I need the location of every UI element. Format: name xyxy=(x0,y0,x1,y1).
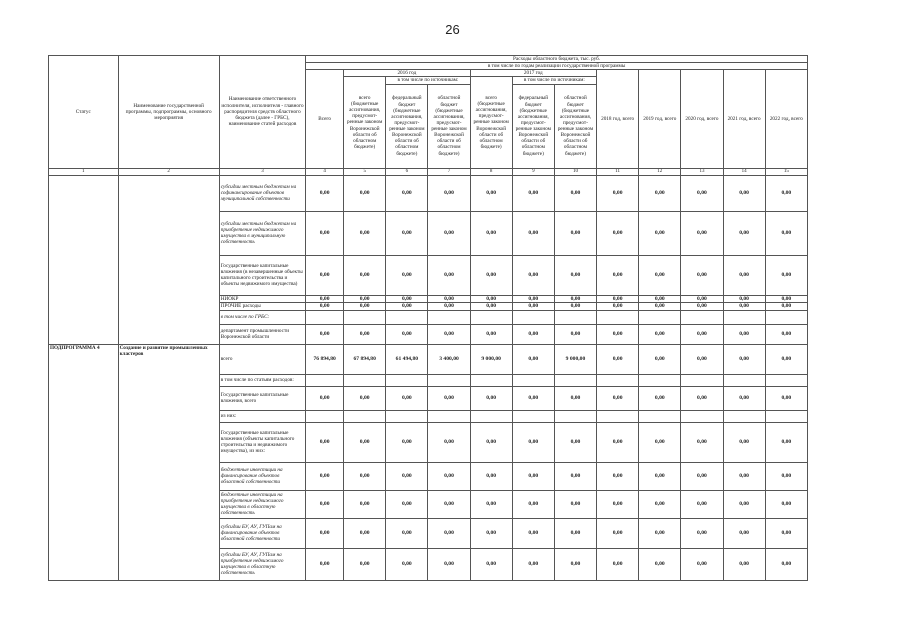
column-index-cell: 13 xyxy=(681,168,723,175)
value-cell: 0,00 xyxy=(723,386,765,410)
value-cell: 0,00 xyxy=(639,324,681,344)
value-cell xyxy=(554,310,596,324)
row-label: бюджетные инвестиции на приобретение недвижимого имущества в областную собственность xyxy=(219,490,305,518)
value-cell: 0,00 xyxy=(386,211,428,255)
value-cell: 0,00 xyxy=(344,175,386,211)
value-cell: 0,00 xyxy=(554,324,596,344)
value-cell: 0,00 xyxy=(428,295,470,303)
value-cell xyxy=(428,310,470,324)
value-cell: 0,00 xyxy=(428,175,470,211)
value-cell: 0,00 xyxy=(512,324,554,344)
value-cell: 0,00 xyxy=(344,518,386,548)
value-cell: 0,00 xyxy=(597,386,639,410)
value-cell: 0,00 xyxy=(723,303,765,311)
value-cell: 0,00 xyxy=(723,295,765,303)
value-cell: 0,00 xyxy=(723,344,765,374)
value-cell xyxy=(681,310,723,324)
value-cell: 0,00 xyxy=(428,211,470,255)
value-cell xyxy=(765,374,807,386)
value-cell: 0,00 xyxy=(765,490,807,518)
value-cell xyxy=(386,410,428,422)
value-cell: 0,00 xyxy=(344,548,386,580)
column-index-cell: 2 xyxy=(118,168,219,175)
column-index-cell: 4 xyxy=(306,168,344,175)
value-cell: 0,00 xyxy=(597,324,639,344)
value-cell: 0,00 xyxy=(512,386,554,410)
value-cell: 0,00 xyxy=(386,422,428,462)
value-cell: 0,00 xyxy=(554,518,596,548)
value-cell: 0,00 xyxy=(765,324,807,344)
value-cell: 0,00 xyxy=(554,303,596,311)
value-cell: 61 494,80 xyxy=(386,344,428,374)
header-2017: 2017 год xyxy=(470,70,596,77)
value-cell xyxy=(597,410,639,422)
value-cell: 0,00 xyxy=(428,303,470,311)
header-incl-2017: в том числе по источникам: xyxy=(512,77,596,84)
value-cell: 0,00 xyxy=(428,324,470,344)
header-src-total-2017: всего (бюджетные ассигнования, предусмот- ренные законом Воронежской области об областном бюджете) xyxy=(470,77,512,168)
value-cell: 0,00 xyxy=(554,386,596,410)
value-cell xyxy=(512,410,554,422)
value-cell: 0,00 xyxy=(639,518,681,548)
value-cell: 0,00 xyxy=(765,303,807,311)
value-cell: 0,00 xyxy=(386,175,428,211)
value-cell: 9 000,00 xyxy=(554,344,596,374)
value-cell: 0,00 xyxy=(344,386,386,410)
header-incl-2016: в том числе по источникам: xyxy=(386,77,470,84)
value-cell: 0,00 xyxy=(597,303,639,311)
value-cell: 0,00 xyxy=(681,422,723,462)
value-cell: 0,00 xyxy=(639,295,681,303)
value-cell: 0,00 xyxy=(639,303,681,311)
value-cell: 0,00 xyxy=(344,324,386,344)
column-index-cell: 10 xyxy=(554,168,596,175)
value-cell xyxy=(765,410,807,422)
value-cell: 0,00 xyxy=(723,422,765,462)
value-cell: 0,00 xyxy=(597,255,639,295)
value-cell: 0,00 xyxy=(554,211,596,255)
value-cell: 0,00 xyxy=(386,386,428,410)
value-cell: 0,00 xyxy=(512,303,554,311)
column-index-cell: 15 xyxy=(765,168,807,175)
value-cell xyxy=(554,410,596,422)
value-cell: 0,00 xyxy=(512,344,554,374)
row-label: бюджетные инвестиции на финансирование объектов областной собственности xyxy=(219,462,305,490)
value-cell: 0,00 xyxy=(344,422,386,462)
value-cell: 0,00 xyxy=(306,175,344,211)
value-cell: 0,00 xyxy=(470,255,512,295)
header-2019: 2019 год, всего xyxy=(639,70,681,168)
value-cell xyxy=(470,374,512,386)
value-cell xyxy=(681,410,723,422)
value-cell: 0,00 xyxy=(597,462,639,490)
value-cell: 0,00 xyxy=(681,518,723,548)
row-label: Государственные капитальные вложения (в незавершенные объекты капитального строительства и объекты недвижимого имущества) xyxy=(219,255,305,295)
value-cell: 0,00 xyxy=(765,386,807,410)
value-cell: 0,00 xyxy=(723,255,765,295)
value-cell: 0,00 xyxy=(765,295,807,303)
value-cell xyxy=(344,374,386,386)
row-label: ПРОЧИЕ расходы xyxy=(219,303,305,311)
value-cell: 0,00 xyxy=(386,303,428,311)
header-2022: 2022 год, всего xyxy=(765,70,807,168)
value-cell: 0,00 xyxy=(597,518,639,548)
value-cell: 0,00 xyxy=(306,490,344,518)
value-cell: 0,00 xyxy=(428,462,470,490)
value-cell: 0,00 xyxy=(470,295,512,303)
column-index-row xyxy=(49,168,808,175)
value-cell: 0,00 xyxy=(306,324,344,344)
value-cell: 0,00 xyxy=(597,175,639,211)
value-cell xyxy=(306,310,344,324)
status-cell xyxy=(49,175,119,344)
value-cell: 0,00 xyxy=(470,462,512,490)
value-cell: 0,00 xyxy=(428,548,470,580)
value-cell xyxy=(470,410,512,422)
header-src-fed-2016: федеральный бюджет (бюджетные ассигнования, предусмот- ренные законом Воронежской области об областном бюджете) xyxy=(386,84,428,168)
header-total: Всего xyxy=(306,70,344,168)
column-index-cell: 11 xyxy=(597,168,639,175)
header-2020: 2020 год, всего xyxy=(681,70,723,168)
row-label: субсидии БУ, АУ, ГУПам на приобретение недвижимого имущества в областную собственность xyxy=(219,548,305,580)
value-cell: 0,00 xyxy=(765,211,807,255)
value-cell: 0,00 xyxy=(681,175,723,211)
value-cell: 0,00 xyxy=(512,295,554,303)
program-cell: Создание и развитие промышленных кластеров xyxy=(118,344,219,580)
header-2016: 2016 год xyxy=(344,70,470,77)
column-index-cell: 9 xyxy=(512,168,554,175)
value-cell: 0,00 xyxy=(639,490,681,518)
value-cell xyxy=(639,410,681,422)
value-cell: 0,00 xyxy=(597,422,639,462)
value-cell: 0,00 xyxy=(639,211,681,255)
value-cell: 0,00 xyxy=(306,462,344,490)
value-cell: 0,00 xyxy=(428,518,470,548)
value-cell: 3 400,00 xyxy=(428,344,470,374)
value-cell: 0,00 xyxy=(554,548,596,580)
value-cell: 0,00 xyxy=(597,344,639,374)
header-sub: в том числе по годам реализации государственной программы xyxy=(306,63,808,70)
header-src-reg-2016: областной бюджет (бюджетные ассигнования, предусмот- ренные законом Воронежской области об областном бюджете) xyxy=(428,84,470,168)
value-cell xyxy=(344,410,386,422)
value-cell: 0,00 xyxy=(470,548,512,580)
value-cell xyxy=(428,410,470,422)
value-cell: 0,00 xyxy=(512,490,554,518)
table-row xyxy=(49,175,808,211)
value-cell: 0,00 xyxy=(639,462,681,490)
value-cell: 0,00 xyxy=(597,490,639,518)
value-cell: 0,00 xyxy=(681,462,723,490)
value-cell: 0,00 xyxy=(386,295,428,303)
column-index-cell: 6 xyxy=(386,168,428,175)
value-cell: 0,00 xyxy=(765,548,807,580)
value-cell: 9 000,00 xyxy=(470,344,512,374)
value-cell: 0,00 xyxy=(639,422,681,462)
value-cell: 0,00 xyxy=(344,490,386,518)
value-cell: 0,00 xyxy=(554,295,596,303)
value-cell xyxy=(554,374,596,386)
value-cell: 0,00 xyxy=(306,211,344,255)
value-cell: 0,00 xyxy=(512,211,554,255)
header-top: Расходы областного бюджета, тыс. руб. xyxy=(306,56,808,63)
value-cell: 0,00 xyxy=(470,422,512,462)
header-name: Наименование государственной программы, подпрограммы, основного мероприятия xyxy=(118,56,219,169)
value-cell: 0,00 xyxy=(681,255,723,295)
value-cell: 0,00 xyxy=(723,548,765,580)
header-src-fed-2017: федеральный бюджет (бюджетные ассигнования, предусмот- ренные законом Воронежской области об областном бюджете) xyxy=(512,84,554,168)
value-cell: 0,00 xyxy=(428,386,470,410)
row-label: Государственные капитальные вложения (объекты капитального строительства и недвижимого имущества), из них: xyxy=(219,422,305,462)
value-cell xyxy=(512,310,554,324)
value-cell: 0,00 xyxy=(639,255,681,295)
row-label: департамент промышленности Воронежской области xyxy=(219,324,305,344)
header-src-reg-2017: областной бюджет (бюджетные ассигнования, предусмот- ренные законом Воронежской области об областном бюджете) xyxy=(554,84,596,168)
value-cell: 0,00 xyxy=(597,295,639,303)
value-cell: 0,00 xyxy=(639,548,681,580)
value-cell: 0,00 xyxy=(765,175,807,211)
header-2021: 2021 год, всего xyxy=(723,70,765,168)
value-cell: 0,00 xyxy=(681,303,723,311)
value-cell: 0,00 xyxy=(512,255,554,295)
row-label: в том числе по ГРБС: xyxy=(219,310,305,324)
row-label: из них: xyxy=(219,410,305,422)
status-cell: ПОДПРОГРАММА 4 xyxy=(49,344,119,580)
value-cell: 0,00 xyxy=(723,462,765,490)
value-cell: 0,00 xyxy=(386,518,428,548)
value-cell: 0,00 xyxy=(344,295,386,303)
value-cell: 0,00 xyxy=(765,255,807,295)
value-cell: 0,00 xyxy=(386,324,428,344)
value-cell: 0,00 xyxy=(723,324,765,344)
value-cell xyxy=(723,410,765,422)
value-cell: 0,00 xyxy=(512,548,554,580)
value-cell: 0,00 xyxy=(470,175,512,211)
value-cell: 0,00 xyxy=(512,175,554,211)
value-cell: 0,00 xyxy=(306,518,344,548)
value-cell: 0,00 xyxy=(681,211,723,255)
column-index-cell: 8 xyxy=(470,168,512,175)
value-cell xyxy=(512,374,554,386)
table-row xyxy=(49,344,808,374)
value-cell: 0,00 xyxy=(306,295,344,303)
value-cell: 0,00 xyxy=(512,462,554,490)
value-cell: 0,00 xyxy=(306,255,344,295)
row-label: субсидии местным бюджетам на софинансирование объектов муниципальной собственности xyxy=(219,175,305,211)
value-cell: 0,00 xyxy=(681,490,723,518)
row-label: в том числе по статьям расходов: xyxy=(219,374,305,386)
header-2018: 2018 год, всего xyxy=(597,70,639,168)
row-label: субсидии БУ, АУ, ГУПам на финансирование объектов областной собственности xyxy=(219,518,305,548)
header-src-total-2016: всего (бюджетные ассигнования, предусмот- ренные законом Воронежской области об областном бюджете) xyxy=(344,77,386,168)
value-cell xyxy=(597,374,639,386)
value-cell: 0,00 xyxy=(386,548,428,580)
header-resp: Наименование ответственного исполнителя, исполнителя - главного распорядителя средств областного бюджета (далее - ГРБС), наименование статей расходов xyxy=(219,56,305,169)
value-cell xyxy=(639,310,681,324)
value-cell: 0,00 xyxy=(428,490,470,518)
column-index-cell: 1 xyxy=(49,168,119,175)
value-cell: 0,00 xyxy=(681,324,723,344)
value-cell: 0,00 xyxy=(386,462,428,490)
value-cell xyxy=(386,374,428,386)
value-cell: 67 894,80 xyxy=(344,344,386,374)
page-number: 26 xyxy=(445,22,460,37)
value-cell: 0,00 xyxy=(554,490,596,518)
value-cell: 0,00 xyxy=(639,175,681,211)
value-cell: 0,00 xyxy=(344,211,386,255)
value-cell: 0,00 xyxy=(470,490,512,518)
value-cell xyxy=(306,410,344,422)
value-cell: 0,00 xyxy=(470,518,512,548)
program-cell xyxy=(118,175,219,344)
column-index-cell: 5 xyxy=(344,168,386,175)
value-cell: 0,00 xyxy=(470,324,512,344)
column-index-cell: 7 xyxy=(428,168,470,175)
value-cell: 0,00 xyxy=(723,490,765,518)
value-cell: 0,00 xyxy=(344,255,386,295)
value-cell: 0,00 xyxy=(681,295,723,303)
value-cell: 0,00 xyxy=(470,211,512,255)
value-cell xyxy=(386,310,428,324)
value-cell: 0,00 xyxy=(681,548,723,580)
value-cell: 0,00 xyxy=(344,303,386,311)
value-cell: 0,00 xyxy=(344,462,386,490)
column-index-cell: 3 xyxy=(219,168,305,175)
value-cell: 0,00 xyxy=(597,548,639,580)
value-cell: 0,00 xyxy=(639,386,681,410)
value-cell: 0,00 xyxy=(765,344,807,374)
value-cell: 76 894,80 xyxy=(306,344,344,374)
value-cell: 0,00 xyxy=(554,462,596,490)
column-index-cell: 12 xyxy=(639,168,681,175)
value-cell: 0,00 xyxy=(681,344,723,374)
value-cell: 0,00 xyxy=(512,518,554,548)
value-cell: 0,00 xyxy=(428,255,470,295)
value-cell: 0,00 xyxy=(554,255,596,295)
value-cell: 0,00 xyxy=(554,175,596,211)
row-label: субсидии местным бюджетам на приобретение недвижимого имущества в муниципальную собственность xyxy=(219,211,305,255)
value-cell xyxy=(428,374,470,386)
value-cell: 0,00 xyxy=(723,518,765,548)
value-cell xyxy=(723,310,765,324)
value-cell: 0,00 xyxy=(512,422,554,462)
row-label: всего xyxy=(219,344,305,374)
budget-table xyxy=(48,55,808,581)
value-cell: 0,00 xyxy=(639,344,681,374)
value-cell: 0,00 xyxy=(306,386,344,410)
value-cell: 0,00 xyxy=(306,548,344,580)
value-cell xyxy=(765,310,807,324)
value-cell xyxy=(597,310,639,324)
value-cell: 0,00 xyxy=(554,422,596,462)
value-cell: 0,00 xyxy=(306,303,344,311)
value-cell: 0,00 xyxy=(386,490,428,518)
value-cell xyxy=(723,374,765,386)
row-label: НИОКР xyxy=(219,295,305,303)
value-cell: 0,00 xyxy=(723,211,765,255)
value-cell: 0,00 xyxy=(765,422,807,462)
row-label: Государственные капитальные вложения, всего xyxy=(219,386,305,410)
value-cell: 0,00 xyxy=(681,386,723,410)
value-cell: 0,00 xyxy=(765,518,807,548)
value-cell: 0,00 xyxy=(428,422,470,462)
value-cell: 0,00 xyxy=(765,462,807,490)
value-cell xyxy=(306,374,344,386)
column-index-cell: 14 xyxy=(723,168,765,175)
value-cell xyxy=(639,374,681,386)
value-cell xyxy=(470,310,512,324)
value-cell: 0,00 xyxy=(597,211,639,255)
value-cell: 0,00 xyxy=(306,422,344,462)
header-status: Статус xyxy=(49,56,119,169)
value-cell xyxy=(344,310,386,324)
value-cell: 0,00 xyxy=(723,175,765,211)
value-cell: 0,00 xyxy=(470,303,512,311)
value-cell xyxy=(681,374,723,386)
value-cell: 0,00 xyxy=(386,255,428,295)
value-cell: 0,00 xyxy=(470,386,512,410)
